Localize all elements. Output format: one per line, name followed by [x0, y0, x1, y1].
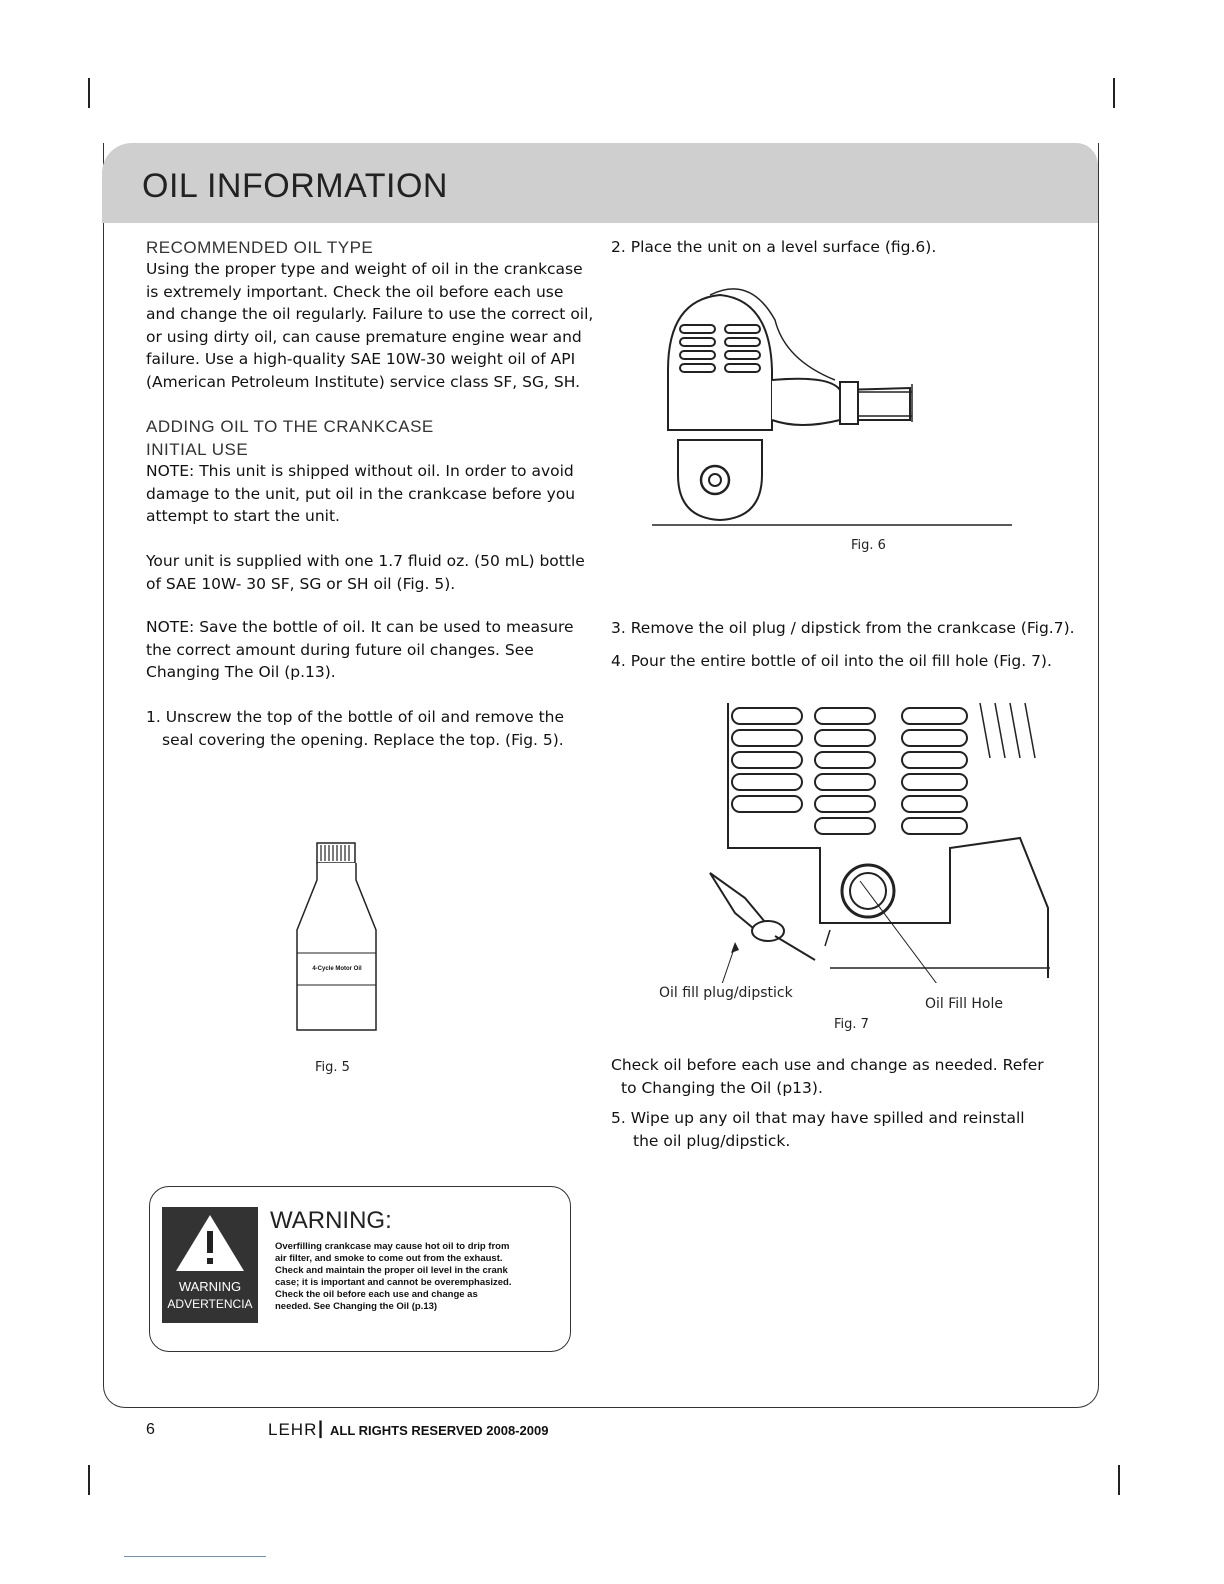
scan-line — [124, 1556, 266, 1557]
footer-rights: ALL RIGHTS RESERVED 2008-2009 — [330, 1423, 549, 1438]
oil-fill-illustration — [680, 698, 1050, 983]
fig7-caption: Fig. 7 — [834, 1017, 869, 1032]
oil-bottle-illustration — [285, 835, 390, 1040]
warning-text: Overfilling crankcase may cause hot oil to drip from air filter, and smoke to come out from the exhaust. Check and maintain the proper oil level in the crank case; it is important and cannot be overemphasized. Check the oil before each use and change as needed. See Changing the Oil (p.13) — [275, 1241, 512, 1312]
page-title: OIL INFORMATION — [142, 167, 448, 205]
heading-recommended-oil: RECOMMENDED OIL TYPE — [146, 238, 374, 257]
heading-adding-oil: ADDING OIL TO THE CRANKCASE — [146, 417, 434, 436]
warning-icon: WARNING ADVERTENCIA — [162, 1207, 258, 1323]
warning-box — [149, 1186, 571, 1352]
fig7-label-hole: Oil Fill Hole — [925, 996, 1003, 1012]
crop-mark — [88, 78, 90, 108]
fig7-label-plug: Oil fill plug/dipstick — [659, 985, 793, 1001]
paragraph-shipped-note: NOTE: This unit is shipped without oil. In order to avoid damage to the unit, put oil in the crankcase before you attempt to start the unit. — [146, 462, 576, 525]
crop-mark — [1113, 78, 1115, 108]
step-1: 1. Unscrew the top of the bottle of oil and remove the seal covering the opening. Replace the top. (Fig. 5). — [146, 708, 565, 749]
footer-brand: LEHR — [268, 1420, 318, 1439]
title-banner — [102, 143, 1098, 223]
fig5-caption: Fig. 5 — [315, 1060, 350, 1075]
paragraph-oil-type: Using the proper type and weight of oil in the crankcase is extremely important. Check the oil before each use and change the oil regularly. Failure to use the correct oil, or using dirty oil, can cause premature engine wear and failure. Use a high-quality SAE 10W-30 weight oil of API (American Petroleum Institute) service class SF, SG, SH. — [146, 260, 594, 391]
crop-mark — [88, 1465, 90, 1495]
footer-separator: | — [318, 1418, 324, 1438]
fig6-caption: Fig. 6 — [851, 538, 886, 553]
paragraph-check-oil: Check oil before each use and change as needed. Refer to Changing the Oil (p13). — [611, 1056, 1044, 1097]
step-4: 4. Pour the entire bottle of oil into the oil fill hole (Fig. 7). — [611, 652, 1052, 670]
page-number: 6 — [146, 1421, 155, 1438]
step-3: 3. Remove the oil plug / dipstick from the crankcase (Fig.7). — [611, 619, 1075, 637]
heading-initial-use: INITIAL USE — [146, 440, 249, 459]
paragraph-save-bottle: NOTE: Save the bottle of oil. It can be used to measure the correct amount during future oil changes. See Changing The Oil (p.13). — [146, 618, 574, 681]
bottle-label: 4-Cycle Motor Oil — [312, 966, 362, 972]
crop-mark — [1118, 1465, 1120, 1495]
warning-title: WARNING: — [270, 1207, 392, 1234]
paragraph-bottle-supplied: Your unit is supplied with one 1.7 fluid oz. (50 mL) bottle of SAE 10W- 30 SF, SG or SH oil (Fig. 5). — [146, 552, 585, 593]
engine-level-illustration — [650, 280, 1020, 530]
step-2: 2. Place the unit on a level surface (fig.6). — [611, 238, 937, 256]
step-5: 5. Wipe up any oil that may have spilled and reinstall the oil plug/dipstick. — [611, 1109, 1025, 1150]
